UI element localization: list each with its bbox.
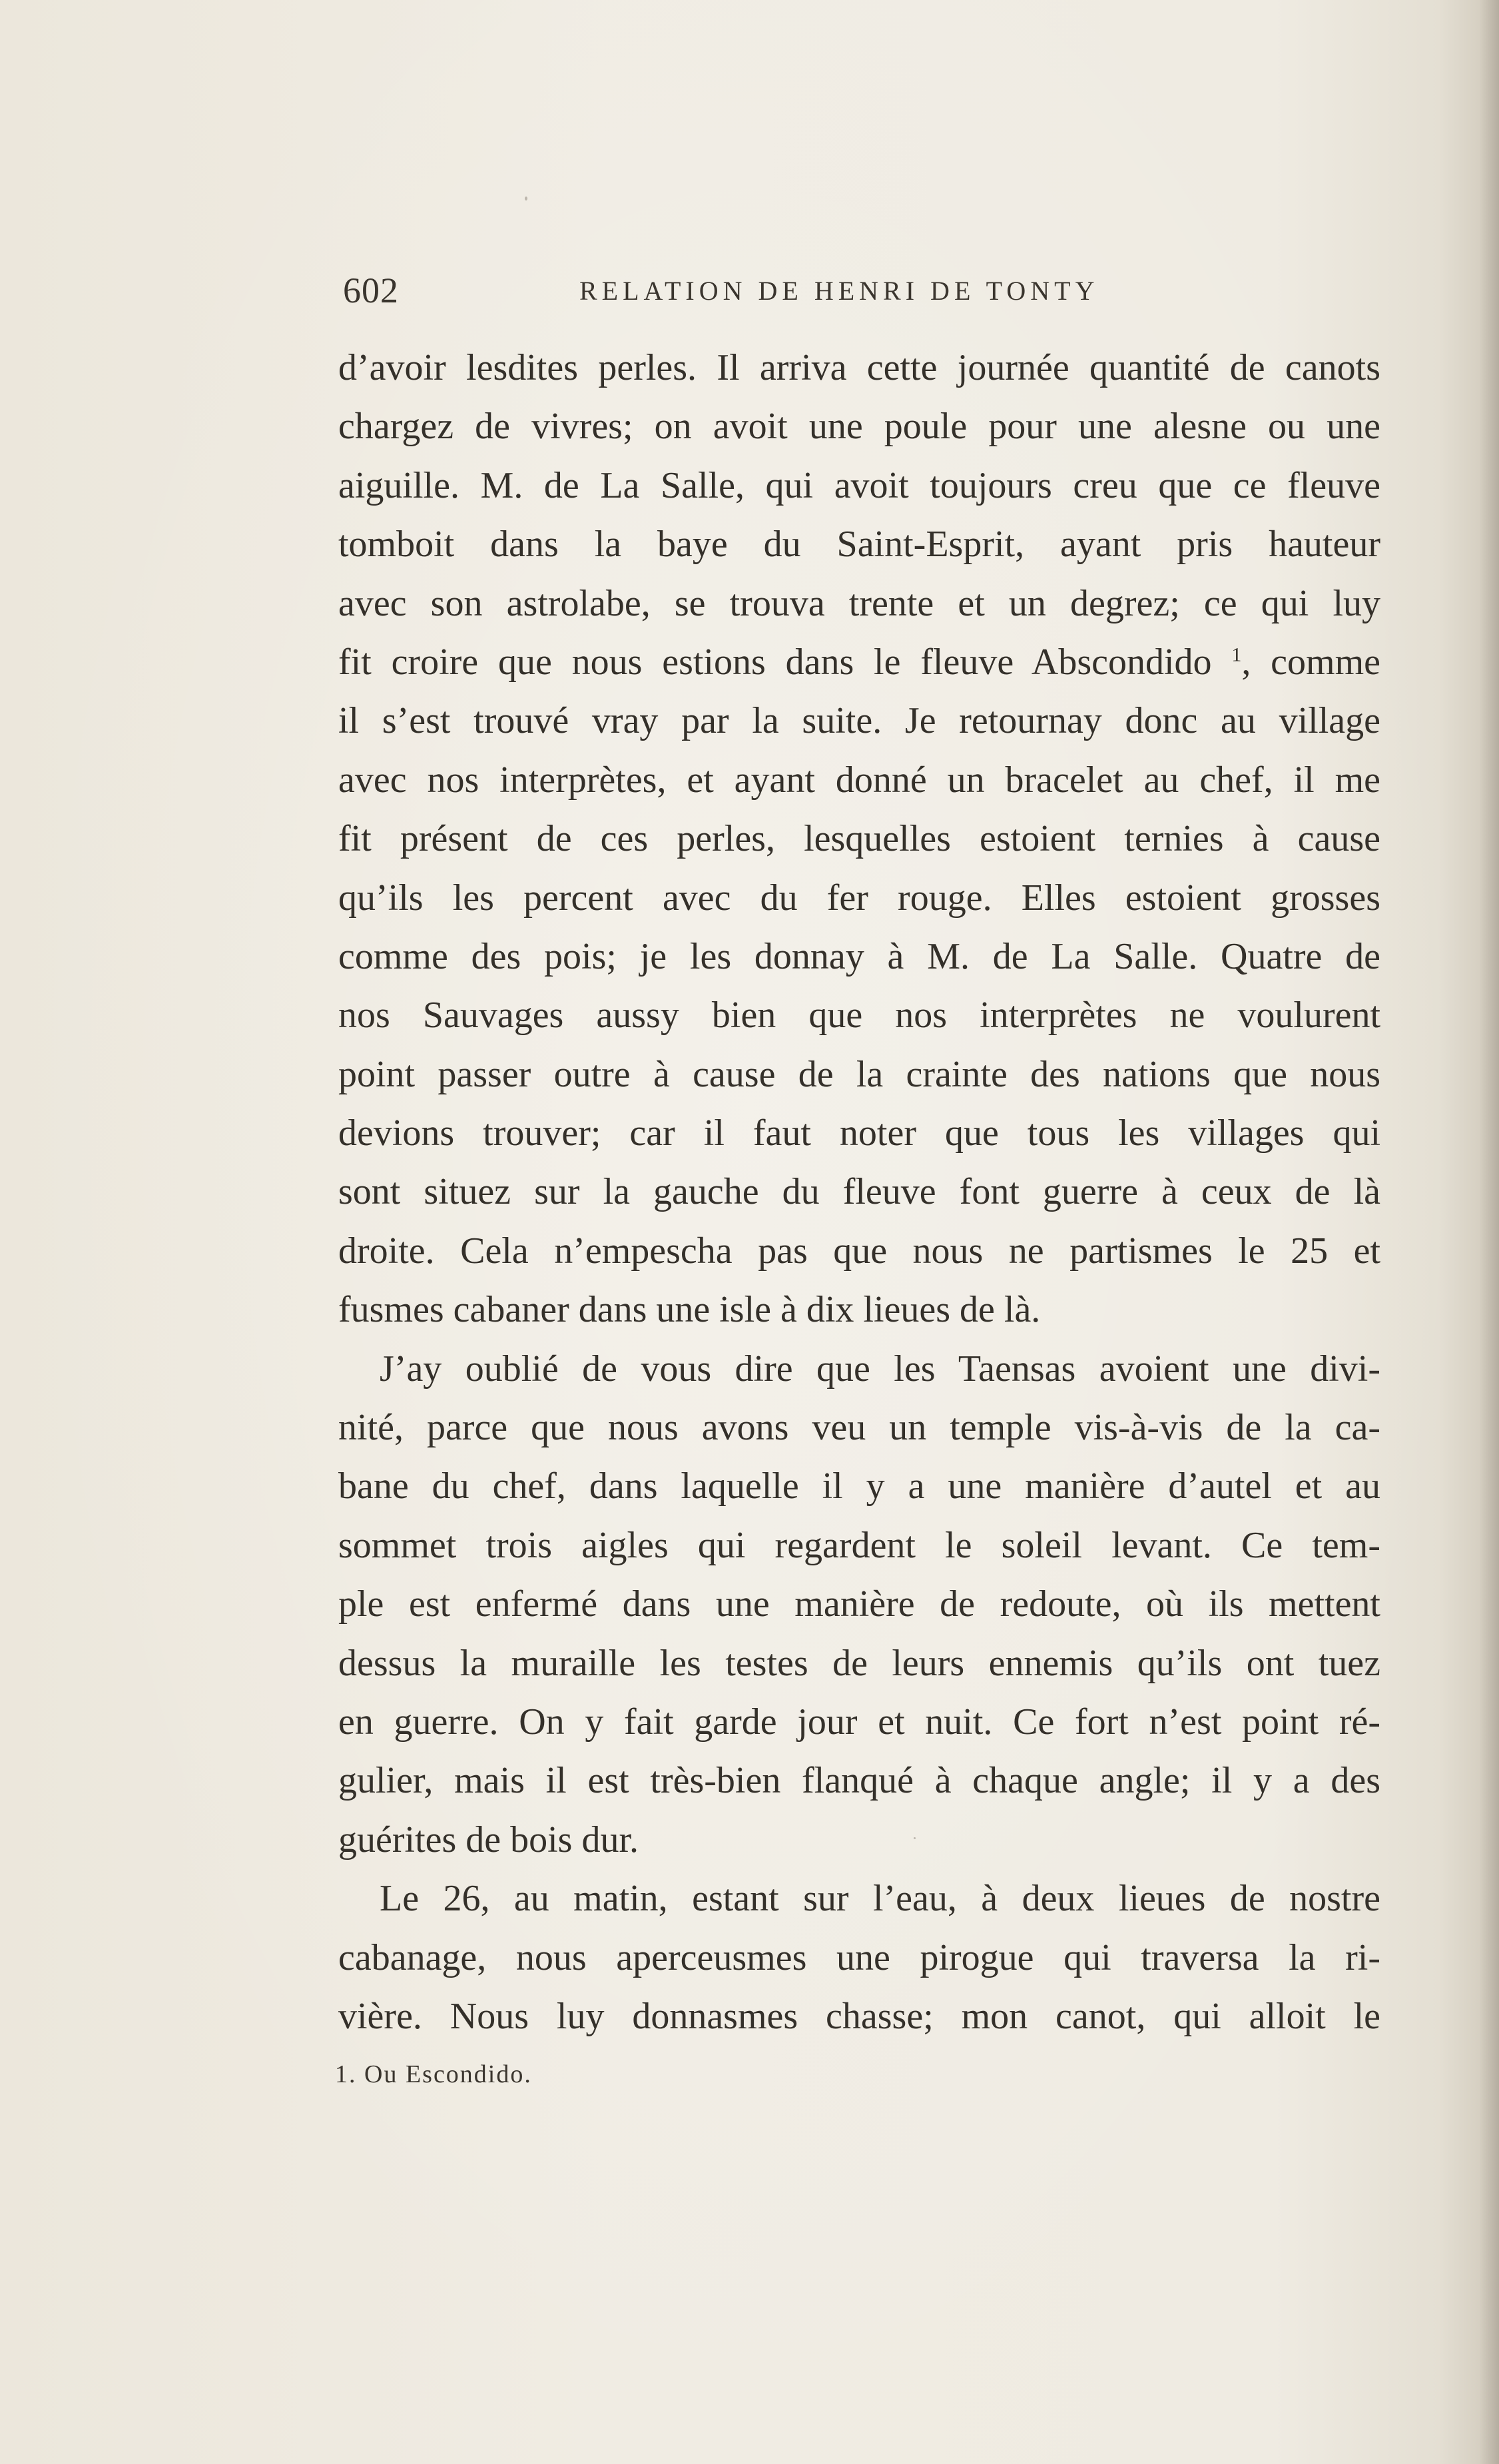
text-line: qu’ils les percent avec du fer rouge. Elles estoient grosses — [338, 877, 1380, 919]
paper-speck — [525, 197, 527, 201]
text-line: vière. Nous luy donnasmes chasse; mon canot, qui alloit le — [338, 1995, 1380, 2037]
text-line: fit présent de ces perles, lesquelles estoient ternies à cause — [338, 818, 1380, 860]
text-line: d’avoir lesdites perles. Il arriva cette journée quantité de canots — [338, 347, 1380, 388]
text-line: comme des pois; je les donnay à M. de La Salle. Quatre de — [338, 935, 1380, 977]
text-line: point passer outre à cause de la crainte des nations que nous — [338, 1053, 1380, 1095]
text-line: droite. Cela n’empescha pas que nous ne partismes le 25 et — [338, 1230, 1380, 1272]
text-line: devions trouver; car il faut noter que tous les villages qui — [338, 1112, 1380, 1154]
paper-speck — [914, 1837, 916, 1839]
text-line: chargez de vivres; on avoit une poule pour une alesne ou une — [338, 406, 1380, 448]
text-line: guérites de bois dur. — [338, 1819, 639, 1860]
text-line-with-footnote — [338, 633, 1380, 691]
page-number: 602 — [343, 270, 399, 310]
text-line: nos Sauvages aussy bien que nos interprètes ne voulurent — [338, 995, 1380, 1036]
text-line: Le 26, au matin, estant sur l’eau, à deux lieues de nostre — [380, 1878, 1380, 1920]
text-line: sommet trois aigles qui regardent le soleil levant. Ce tem- — [338, 1524, 1380, 1566]
running-head: RELATION DE HENRI DE TONTY — [579, 276, 1099, 306]
body-text — [338, 338, 1380, 2046]
paragraph-1 — [338, 338, 1380, 1340]
text-line: bane du chef, dans laquelle il y a une manière d’autel et au — [338, 1465, 1380, 1507]
text-line: avec son astrolabe, se trouva trente et un degrez; ce qui luy — [338, 582, 1380, 624]
text-line: il s’est trouvé vray par la suite. Je retournay donc au village — [338, 700, 1380, 742]
text-line: dessus la muraille les testes de leurs ennemis qu’ils ont tuez — [338, 1642, 1380, 1684]
text-segment: , comme — [1241, 641, 1381, 683]
footnote-reference[interactable]: 1 — [1231, 643, 1242, 666]
text-line: nité, parce que nous avons veu un temple vis-à-vis de la ca- — [338, 1407, 1380, 1449]
text-line: ple est enfermé dans une manière de redoute, où ils mettent — [338, 1583, 1380, 1625]
text-line: en guerre. On y fait garde jour et nuit. Ce fort n’est point ré- — [338, 1701, 1380, 1743]
text-segment: fit croire que nous estions dans le fleuve Abscondido — [338, 641, 1212, 683]
text-line: J’ay oublié de vous dire que les Taensas avoient une divi- — [380, 1348, 1380, 1390]
text-line: aiguille. M. de La Salle, qui avoit toujours creu que ce fleuve — [338, 464, 1380, 506]
paragraph-3 — [338, 1869, 1380, 2046]
text-line: fusmes cabaner dans une isle à dix lieues de là. — [338, 1289, 1041, 1331]
text-line: avec nos interprètes, et ayant donné un bracelet au chef, il me — [338, 759, 1380, 801]
paragraph-2 — [338, 1340, 1380, 1870]
text-line: tomboit dans la baye du Saint-Esprit, ayant pris hauteur — [338, 524, 1380, 566]
gutter-shadow — [1479, 0, 1499, 2464]
text-line: gulier, mais il est très-bien flanqué à chaque angle; il y a des — [338, 1760, 1380, 1802]
text-line: cabanage, nous aperceusmes une pirogue qui traversa la ri- — [338, 1936, 1380, 1978]
paper-speck — [337, 2068, 341, 2069]
page-header — [343, 270, 1380, 316]
footnote: 1. Ou Escondido. — [335, 2060, 532, 2088]
text-line: sont situez sur la gauche du fleuve font guerre à ceux de là — [338, 1171, 1380, 1213]
